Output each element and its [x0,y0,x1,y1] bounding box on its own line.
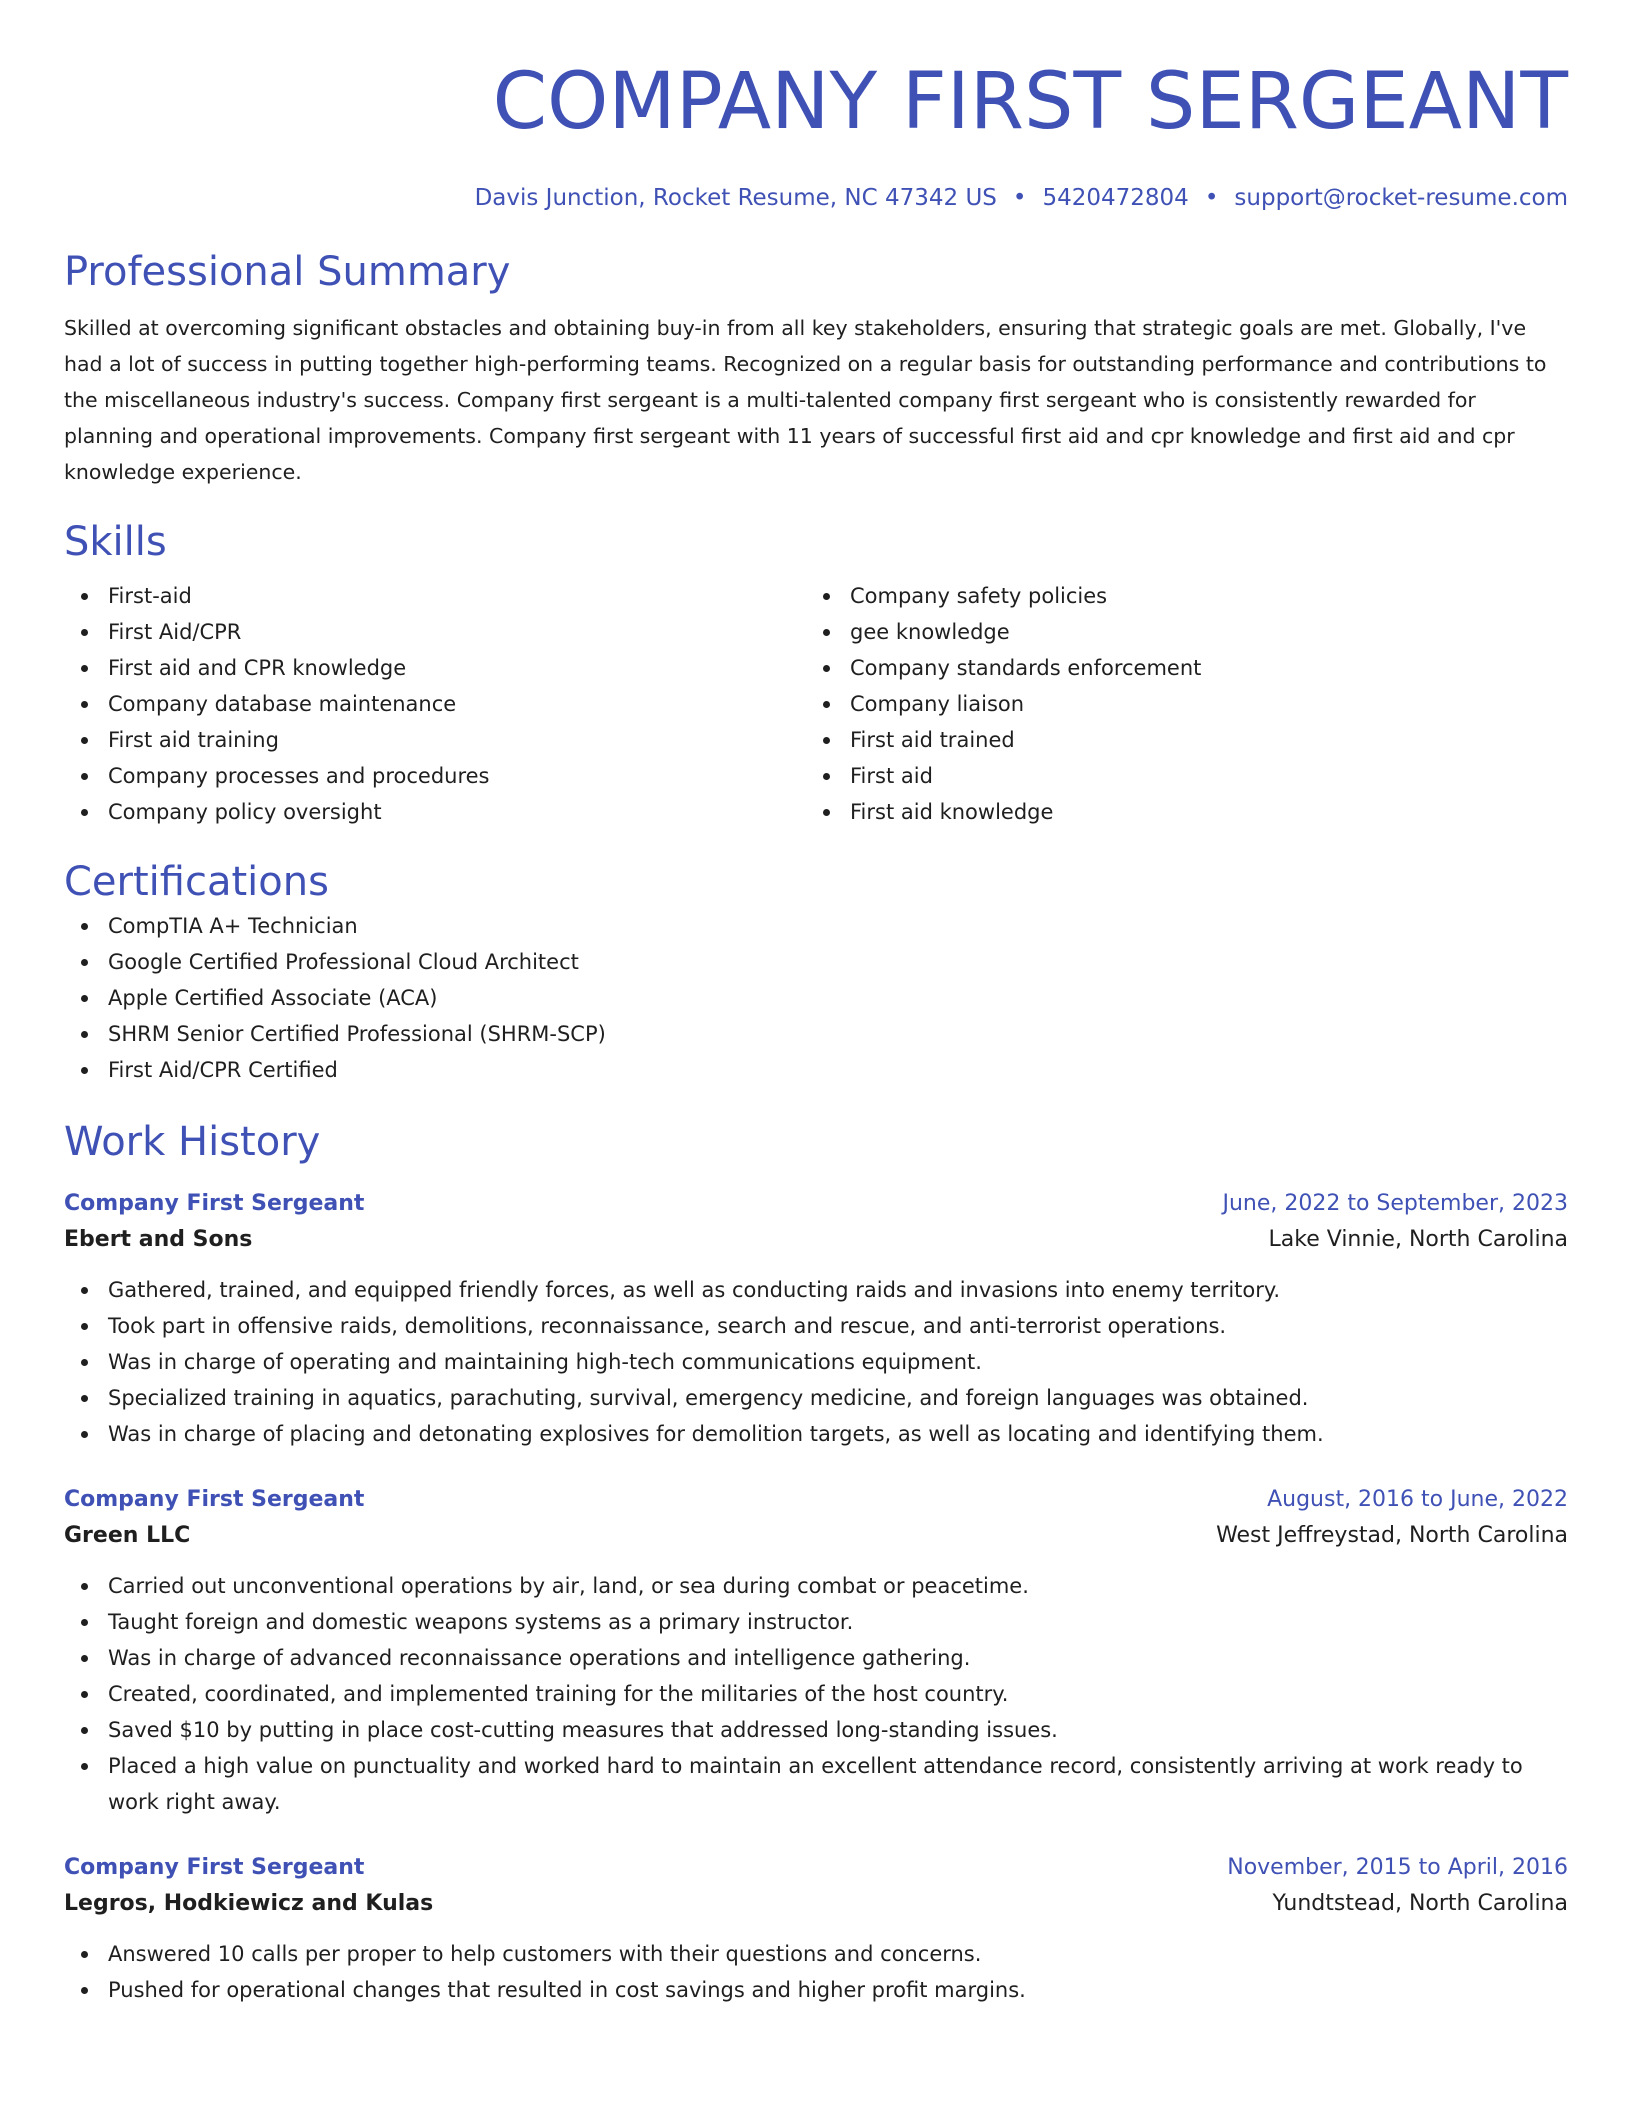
candidate-name: COMPANY FIRST SERGEANT [492,57,1568,147]
list-item: First-aid [64,578,806,614]
list-item: CompTIA A+ Technician [64,908,1568,944]
job-company: Ebert and Sons [64,1227,253,1252]
job-company-row [64,1222,1568,1258]
contact-address: Davis Junction, Rocket Resume, NC 47342 US [474,185,997,211]
contact-line [64,182,1568,214]
list-item: Answered 10 calls per proper to help customers with their questions and concerns. [64,1936,1568,1972]
job-title: Company First Sergeant [64,1191,365,1216]
contact-phone: 5420472804 [1042,185,1189,211]
list-item: First Aid/CPR [64,614,806,650]
job-entry [64,1850,1568,2008]
skills-list-right [806,578,1548,830]
list-item: Was in charge of operating and maintaining high-tech communications equipment. [64,1344,1568,1380]
section-title-certifications: Certifications [64,859,329,905]
list-item: Company standards enforcement [806,650,1548,686]
list-item: Saved $10 by putting in place cost-cutting measures that addressed long-standing issues. [64,1712,1568,1748]
section-title-summary: Professional Summary [64,249,511,295]
list-item: Company processes and procedures [64,758,806,794]
list-item: Pushed for operational changes that resulted in cost savings and higher profit margins. [64,1972,1568,2008]
list-item: Was in charge of placing and detonating explosives for demolition targets, as well as locating and identifying them. [64,1416,1568,1452]
list-item: Google Certified Professional Cloud Architect [64,944,1568,980]
job-bullets [64,1936,1568,2008]
list-item: Gathered, trained, and equipped friendly forces, as well as conducting raids and invasions into enemy territory. [64,1272,1568,1308]
list-item: First aid trained [806,722,1548,758]
list-item: Placed a high value on punctuality and worked hard to maintain an excellent attendance record, consistently arriving at work ready to work right away. [64,1748,1568,1820]
list-item: Was in charge of advanced reconnaissance operations and intelligence gathering. [64,1640,1568,1676]
skills-list-left [64,578,806,830]
resume-header [64,0,1568,214]
section-title-skills: Skills [64,519,167,565]
list-item: Specialized training in aquatics, parachuting, survival, emergency medicine, and foreign languages was obtained. [64,1380,1568,1416]
job-bullets [64,1568,1568,1820]
list-item: First aid and CPR knowledge [64,650,806,686]
job-title-row [64,1186,1568,1222]
list-item: Company database maintenance [64,686,806,722]
section-title-work-history: Work History [64,1119,321,1165]
job-entry [64,1186,1568,1452]
list-item: Took part in offensive raids, demolitions, reconnaissance, search and rescue, and anti-terrorist operations. [64,1308,1568,1344]
list-item: Company liaison [806,686,1548,722]
summary-text: Skilled at overcoming significant obstacles and obtaining buy-in from all key stakeholders, ensuring that strategic goals are met. Globally, I've had a lot of success in putting together high-performing teams. Recognized on a regular basis for outstanding performance and contributions to the miscellaneous industry's success. Company first sergeant is a multi-talented company first sergeant who is consistently rewarded for planning and operational improvements. Company first sergeant with 11 years of successful first aid and cpr knowledge and first aid and cpr knowledge experience. [64,316,1547,484]
job-entry [64,1482,1568,1820]
job-company-row [64,1886,1568,1922]
job-location: Yundtstead, North Carolina [1272,1891,1568,1916]
job-title-row [64,1850,1568,1886]
list-item: Taught foreign and domestic weapons systems as a primary instructor. [64,1604,1568,1640]
list-item: Company safety policies [806,578,1548,614]
resume-page [64,0,1568,2008]
skills-columns [64,578,1568,830]
list-item: First aid [806,758,1548,794]
list-item: gee knowledge [806,614,1548,650]
list-item: Carried out unconventional operations by air, land, or sea during combat or peacetime. [64,1568,1568,1604]
list-item: First aid knowledge [806,794,1548,830]
job-dates: June, 2022 to September, 2023 [1222,1191,1568,1216]
job-company: Legros, Hodkiewicz and Kulas [64,1891,434,1916]
job-title: Company First Sergeant [64,1855,365,1880]
job-location: West Jeffreystad, North Carolina [1216,1523,1568,1548]
list-item: Company policy oversight [64,794,806,830]
job-title: Company First Sergeant [64,1487,365,1512]
contact-separator: • [1204,185,1219,211]
contact-email: support@rocket-resume.com [1234,185,1568,211]
job-dates: August, 2016 to June, 2022 [1267,1487,1568,1512]
list-item: SHRM Senior Certified Professional (SHRM-SCP) [64,1016,1568,1052]
certifications-list [64,908,1568,1088]
contact-separator: • [1012,185,1027,211]
list-item: First aid training [64,722,806,758]
job-dates: November, 2015 to April, 2016 [1227,1855,1568,1880]
job-title-row [64,1482,1568,1518]
job-company: Green LLC [64,1523,191,1548]
list-item: First Aid/CPR Certified [64,1052,1568,1088]
list-item: Apple Certified Associate (ACA) [64,980,1568,1016]
job-company-row [64,1518,1568,1554]
list-item: Created, coordinated, and implemented training for the militaries of the host country. [64,1676,1568,1712]
job-location: Lake Vinnie, North Carolina [1268,1227,1568,1252]
job-bullets [64,1272,1568,1452]
